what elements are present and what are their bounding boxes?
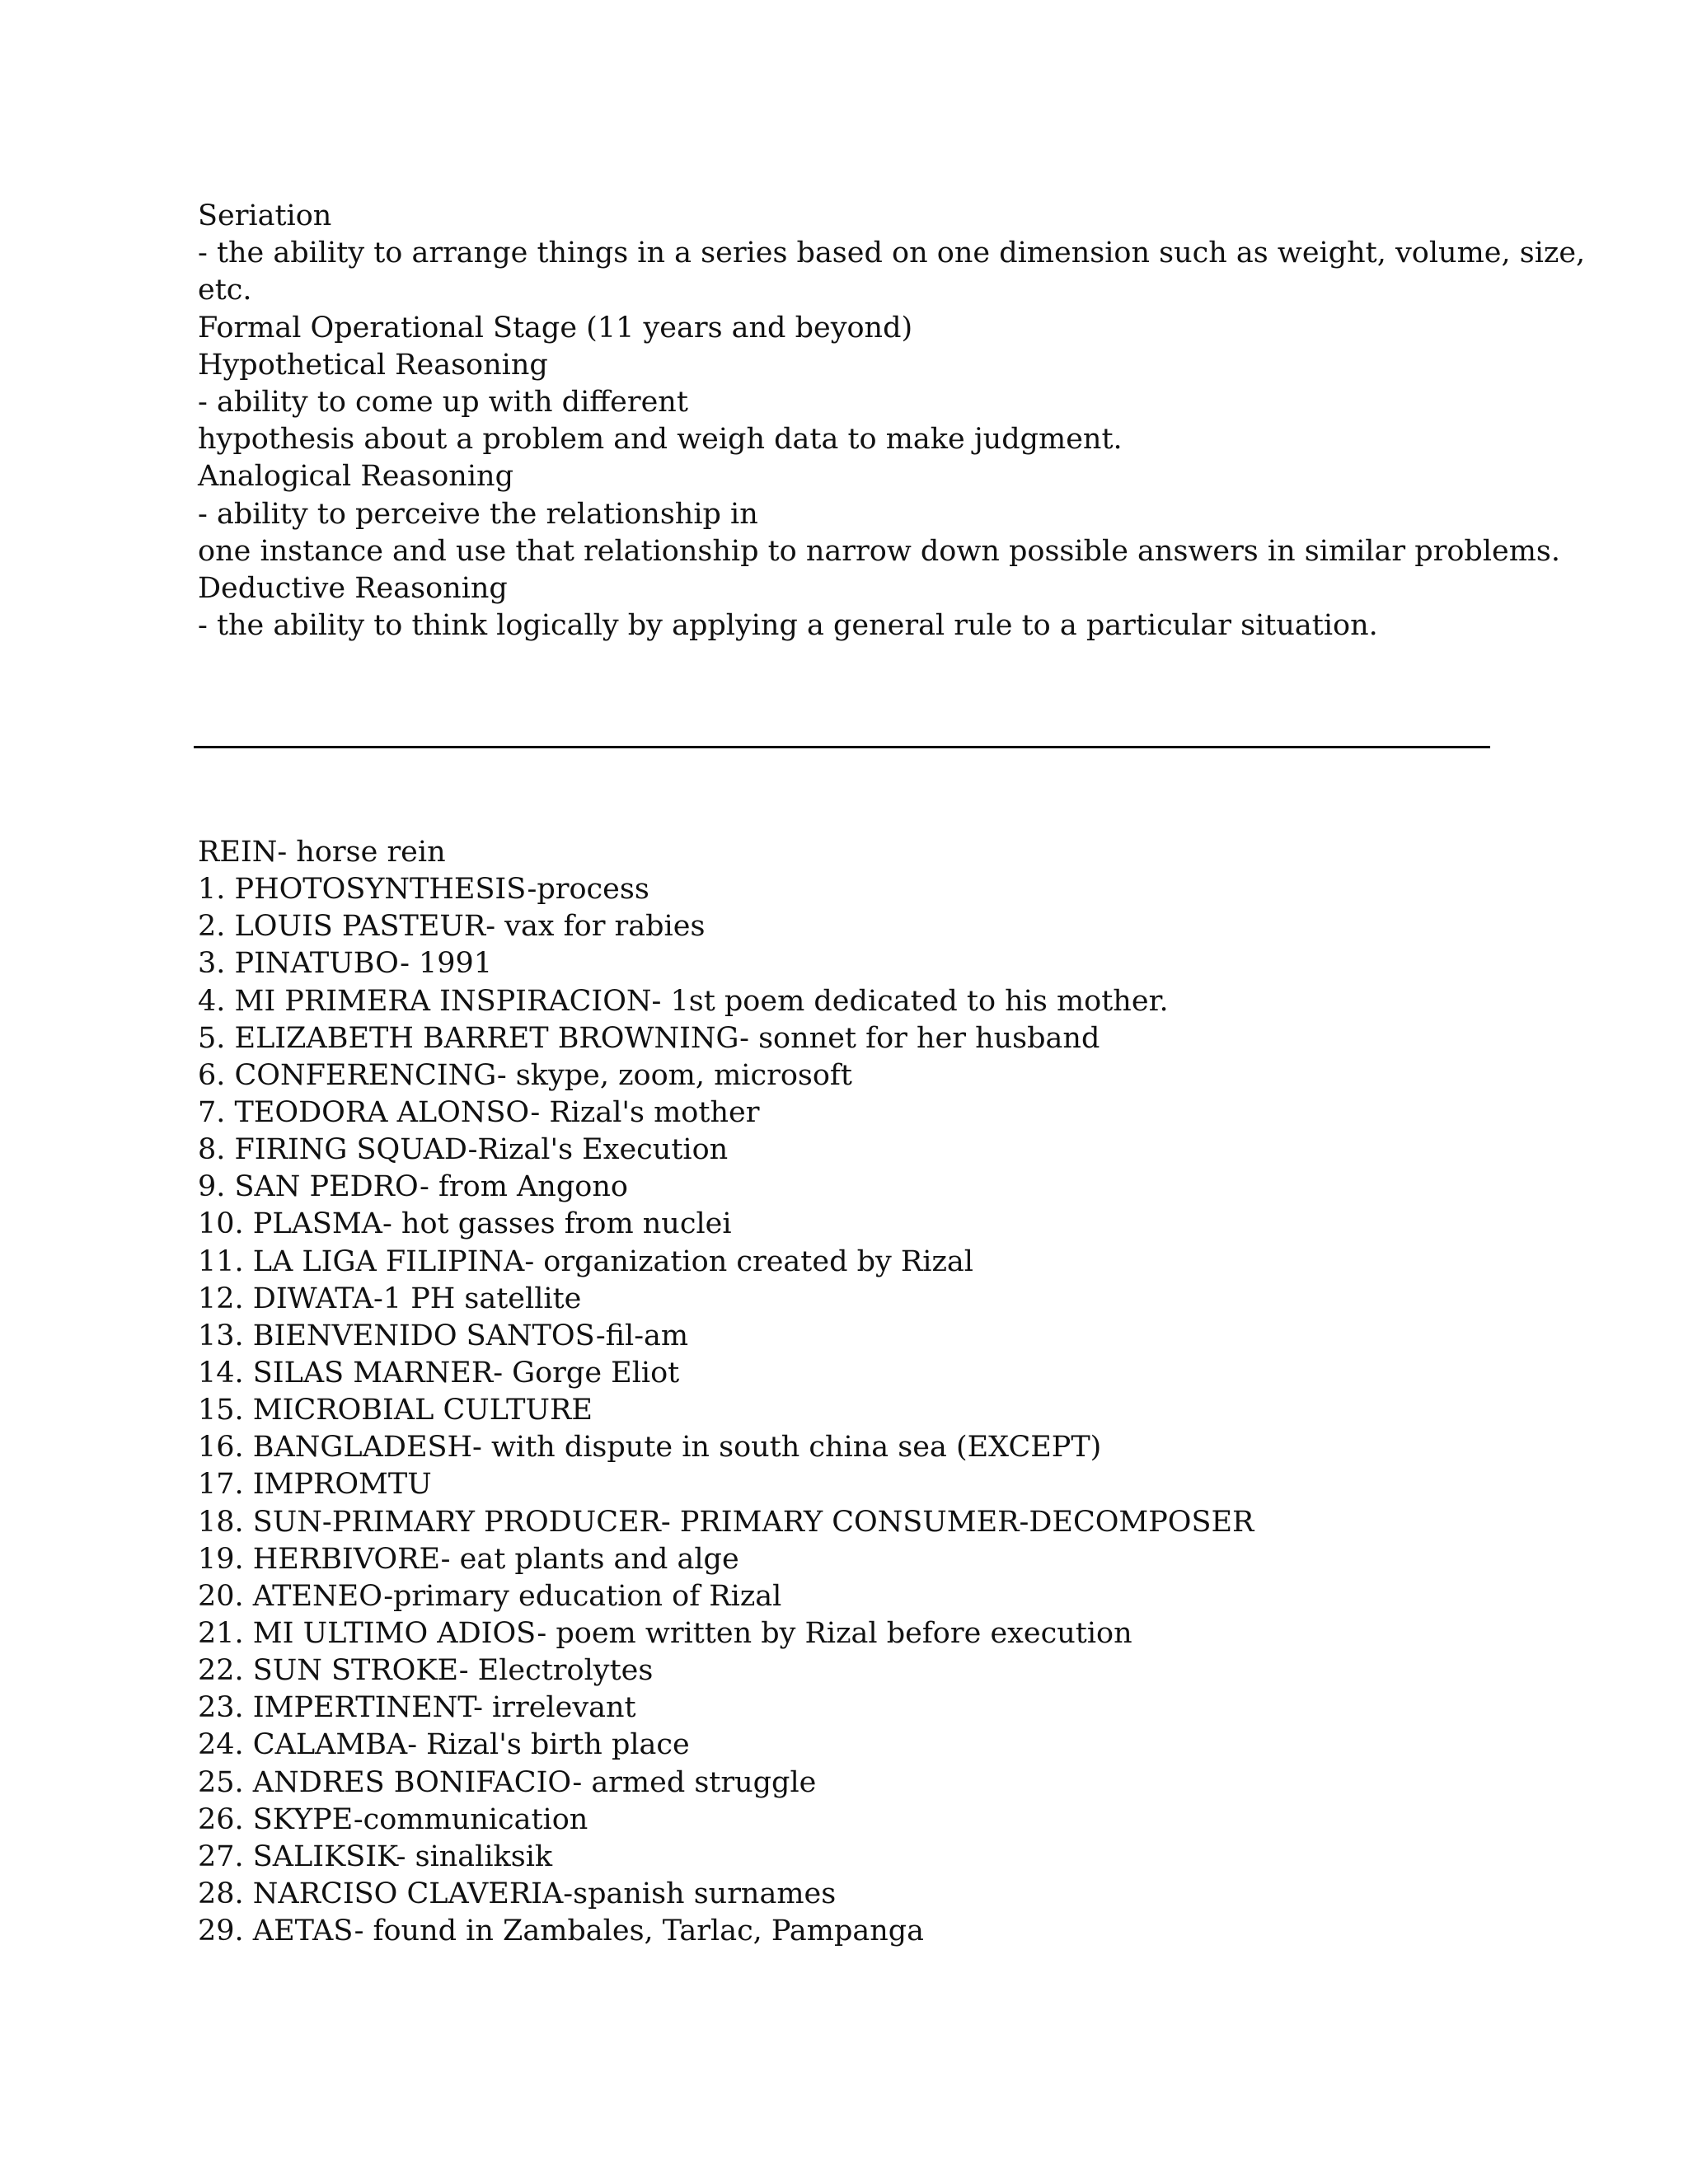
list-item: 23. IMPERTINENT- irrelevant [198,1691,636,1725]
notes-section [198,198,1586,644]
list-item: 1. PHOTOSYNTHESIS-process [198,873,649,907]
list-item: 29. AETAS- found in Zambales, Tarlac, Pampanga [198,1915,925,1948]
list-item: 11. LA LIGA FILIPINA- organization created by Rizal [198,1244,973,1278]
list-item: 14. SILAS MARNER- Gorge Eliot [198,1356,680,1390]
list-item: 12. DIWATA-1 PH satellite [198,1282,582,1315]
deductive-reasoning-definition: - the ability to think logically by applying a general rule to a particular situation. [198,609,1378,643]
list-item: 15. MICROBIAL CULTURE [198,1394,593,1427]
list-item: 19. HERBIVORE- eat plants and alge [198,1542,739,1576]
list-item: 3. PINATUBO- 1991 [198,947,493,981]
answer-list [198,871,1484,1950]
heading-formal-operational-stage: Formal Operational Stage (11 years and beyond) [198,311,913,344]
list-item: 26. SKYPE-communication [198,1802,588,1836]
heading-hypothetical-reasoning: Hypothetical Reasoning [198,348,548,382]
list-item: 5. ELIZABETH BARRET BROWNING- sonnet for her husband [198,1021,1100,1055]
list-item: 17. IMPROMTU [198,1468,432,1502]
heading-analogical-reasoning: Analogical Reasoning [198,460,513,494]
analogical-reasoning-definition-cont: one instance and use that relationship to narrow down possible answers in similar problems. [198,534,1560,568]
list-item: 27. SALIKSIK- sinaliksik [198,1840,553,1873]
list-item: 2. LOUIS PASTEUR- vax for rabies [198,910,706,944]
list-item: 18. SUN-PRIMARY PRODUCER- PRIMARY CONSUMER-DECOMPOSER [198,1505,1254,1539]
list-item: 28. NARCISO CLAVERIA-spanish surnames [198,1877,837,1910]
list-item: 8. FIRING SQUAD-Rizal's Execution [198,1133,729,1167]
seriation-definition-cont: etc. [198,274,252,307]
list-item: 22. SUN STROKE- Electrolytes [198,1654,654,1688]
list-item: 9. SAN PEDRO- from Angono [198,1170,628,1204]
list-item: 21. MI ULTIMO ADIOS- poem written by Rizal before execution [198,1616,1132,1650]
analogical-reasoning-definition: - ability to perceive the relationship in [198,497,758,531]
list-item: 6. CONFERENCING- skype, zoom, microsoft [198,1058,852,1092]
seriation-definition: - the ability to arrange things in a series based on one dimension such as weight, volume, size, [198,237,1586,270]
list-item: 4. MI PRIMERA INSPIRACION- 1st poem dedicated to his mother. [198,984,1169,1018]
list-item: 24. CALAMBA- Rizal's birth place [198,1728,690,1762]
list-item: 13. BIENVENIDO SANTOS-fil-am [198,1319,689,1352]
hypothetical-reasoning-definition: - ability to come up with different [198,385,688,419]
hypothetical-reasoning-definition-cont: hypothesis about a problem and weigh data to make judgment. [198,423,1123,457]
heading-seriation: Seriation [198,199,332,232]
list-item: 25. ANDRES BONIFACIO- armed struggle [198,1765,817,1799]
heading-deductive-reasoning: Deductive Reasoning [198,571,508,605]
list-item: 20. ATENEO-primary education of Rizal [198,1579,782,1613]
answers-heading: REIN- horse rein [198,836,446,869]
answers-section [198,834,1484,1950]
list-item: 10. PLASMA- hot gasses from nuclei [198,1207,732,1241]
horizontal-divider [194,746,1490,748]
list-item: 7. TEODORA ALONSO- Rizal's mother [198,1095,760,1129]
list-item: 16. BANGLADESH- with dispute in south china sea (EXCEPT) [198,1431,1102,1465]
